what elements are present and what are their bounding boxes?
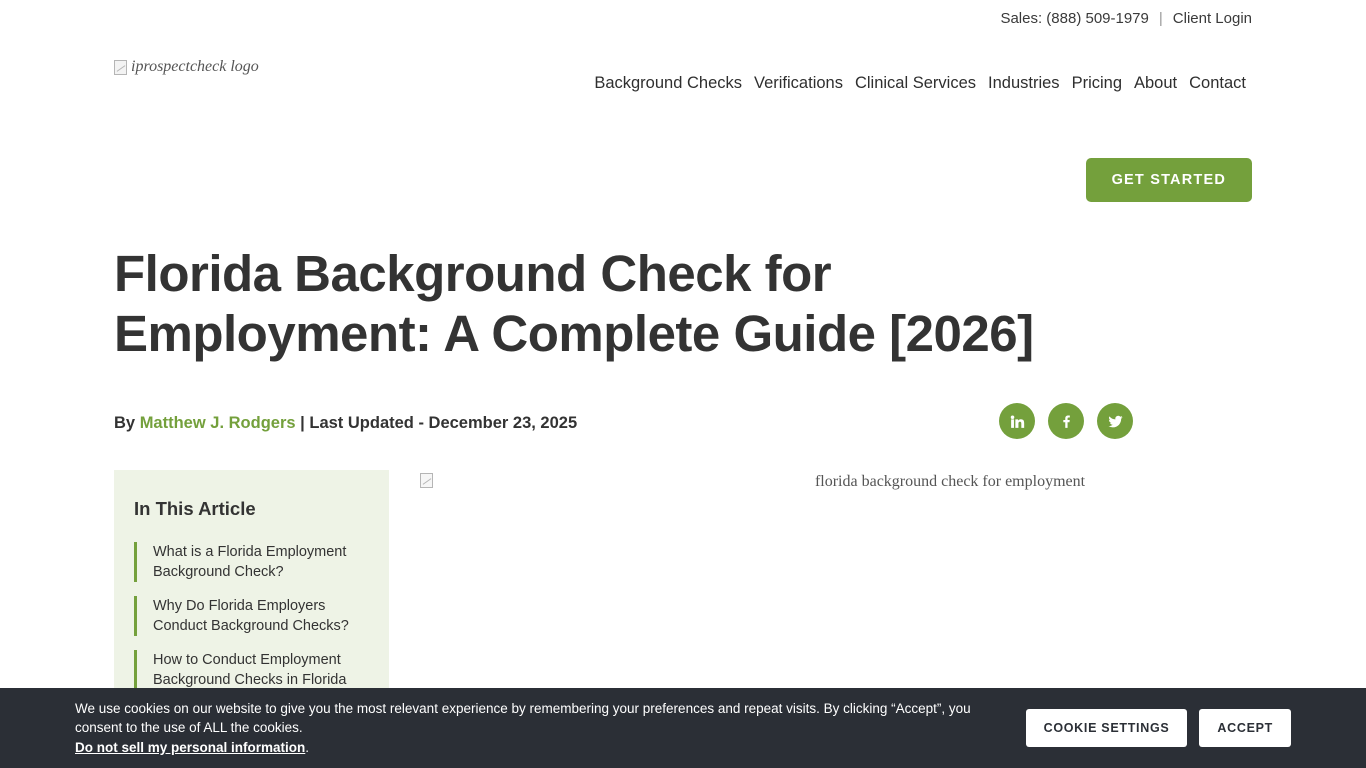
- do-not-sell-link[interactable]: Do not sell my personal information: [75, 739, 306, 755]
- cookie-consent-banner: [0, 688, 1366, 768]
- client-login-link[interactable]: Client Login: [1172, 10, 1252, 27]
- nav-item-contact[interactable]: Contact: [1189, 74, 1246, 92]
- cookie-message: We use cookies on our website to give you the most relevant experience by remembering your preferences and repeat visits. By clicking “Accept”, you consent to the use of ALL the cookies.: [75, 701, 971, 736]
- sales-phone[interactable]: Sales: (888) 509-1979: [1000, 10, 1149, 27]
- toc-item-2[interactable]: Why Do Florida Employers Conduct Background Checks?: [134, 596, 367, 636]
- in-this-article-box: [114, 470, 389, 698]
- nav-item-about[interactable]: About: [1134, 74, 1178, 92]
- facebook-icon[interactable]: [1048, 403, 1084, 439]
- toc-list: [134, 542, 367, 690]
- byline-prefix: By: [114, 414, 136, 432]
- utility-separator: |: [1158, 10, 1163, 27]
- site-header: [114, 48, 1252, 188]
- author-link[interactable]: Matthew J. Rodgers: [139, 414, 296, 432]
- share-icons: [999, 403, 1133, 439]
- nav-item-verifications[interactable]: Verifications: [754, 74, 843, 92]
- nav-item-pricing[interactable]: Pricing: [1071, 74, 1122, 92]
- site-logo[interactable]: [114, 58, 259, 76]
- cookie-period: .: [305, 739, 310, 755]
- nav-item-clinical-services[interactable]: Clinical Services: [854, 74, 977, 92]
- nav-item-industries[interactable]: Industries: [988, 74, 1060, 92]
- toc-title: In This Article: [134, 498, 256, 519]
- cookie-settings-button[interactable]: COOKIE SETTINGS: [1026, 709, 1188, 747]
- last-updated: Last Updated - December 23, 2025: [309, 414, 578, 432]
- broken-image-icon: [114, 60, 127, 75]
- get-started-button[interactable]: GET STARTED: [1086, 158, 1252, 202]
- hero-image-alt-text: florida background check for employment: [814, 473, 1086, 490]
- linkedin-icon[interactable]: [999, 403, 1035, 439]
- toc-item-1[interactable]: What is a Florida Employment Background Check?: [134, 542, 367, 582]
- toc-item-3[interactable]: How to Conduct Employment Background Checks in Florida: [134, 650, 367, 690]
- cookie-actions: [1026, 709, 1291, 747]
- twitter-icon[interactable]: [1097, 403, 1133, 439]
- nav-item-background-checks[interactable]: Background Checks: [594, 74, 742, 92]
- utility-bar: [1000, 10, 1252, 27]
- logo-alt-text: iprospectcheck logo: [131, 58, 259, 75]
- byline: [114, 414, 577, 433]
- page-title: Florida Background Check for Employment: A Complete Guide [2026]: [114, 245, 1034, 362]
- cookie-text-block: [75, 699, 975, 756]
- hero-image: [415, 470, 1366, 700]
- byline-divider: |: [300, 414, 305, 432]
- main-navigation: [588, 74, 1252, 93]
- cookie-accept-button[interactable]: ACCEPT: [1199, 709, 1291, 747]
